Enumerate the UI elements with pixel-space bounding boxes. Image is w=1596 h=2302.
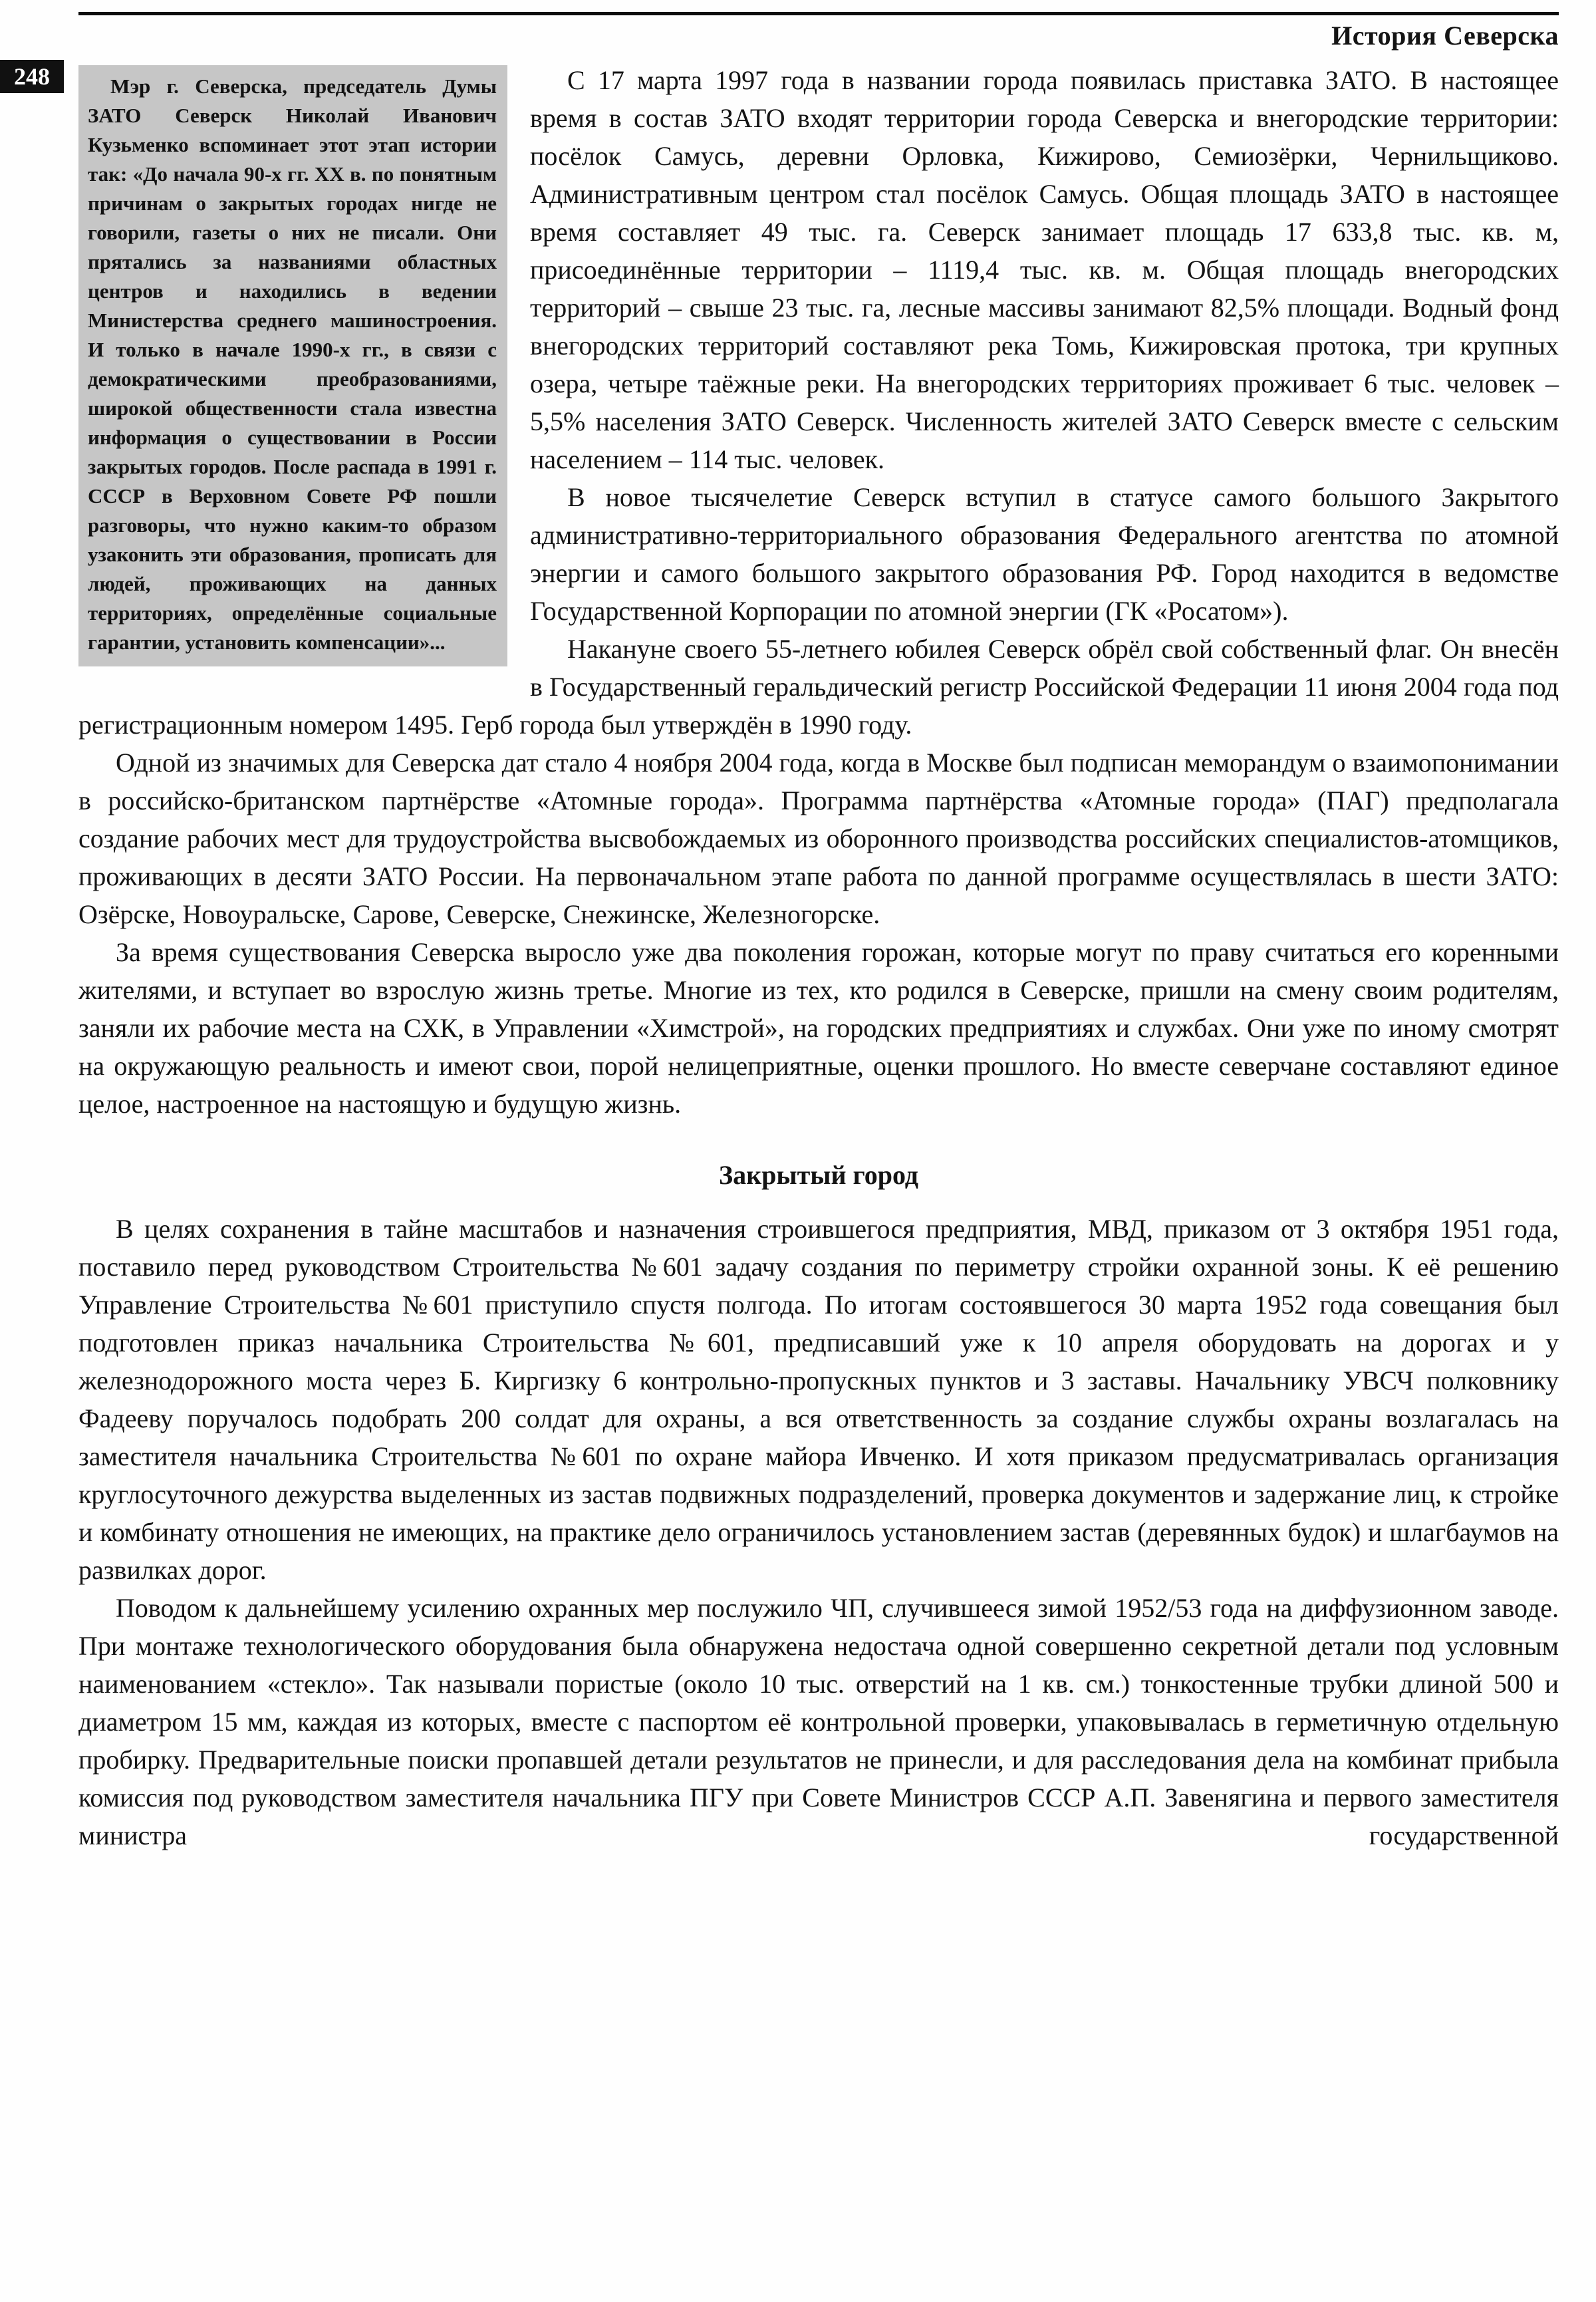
paragraph-incident-steklo: Поводом к дальнейшему усилению охранных мер послужило ЧП, случившееся зимой 1952/53 года на диффузионном заводе. При монтаже технологического оборудования была обнаружена недостача одной совершенно секретной детали под условным наименованием «стекло». Так называли пористые (около 10 тыс. отверстий на 1 кв. см.) тонкостенные трубки длиной 500 и диаметром 15 мм, каждая из которых, вместе с паспортом её контрольной проверки, упаковывалась в герметичную отдельную пробирку. Предварительные поиски пропавшей детали результатов не принесли, и для расследования дела на комбинат прибыла комиссия под руководством заместителя начальника ПГУ при Совете Министров СССР А.П. Завенягина и первого заместителя министра государственной	[78, 1593, 1559, 1850]
paragraph-new-millennium: В новое тысячелетие Северск вступил в статусе самого большого Закрытого административно-территориального образования Федерального агентства по атомной энергии и самого большого закрытого образования РФ. Город находится в ведомстве Государственной Корпорации по атомной энергии (ГК «Росатом»).	[530, 482, 1559, 626]
paragraph-zato-prefix: С 17 марта 1997 года в названии города появилась приставка ЗАТО. В настоящее время в состав ЗАТО входят территории города Северска и внегородские территории: посёлок Самусь, деревни Орловка, Кижирово, Семиозёрки, Чернильщиково. Административным центром стал посёлок Самусь. Общая площадь ЗАТО в настоящее время составляет 49 тыс. га. Северск занимает площадь 17 633,8 тыс. кв. м, присоединённые территории – 1119,4 тыс. кв. м. Общая площадь внегородских территорий – свыше 23 тыс. га, лесные массивы занимают 82,5% площади. Водный фонд внегородских территорий составляют река Томь, Кижировская протока, три крупных озера, четыре таёжные реки. На внегородских территориях проживает 6 тыс. человек – 5,5% населения ЗАТО Северск. Численность жителей ЗАТО Северск вместе с сельским населением – 114 тыс. человек.	[530, 65, 1559, 474]
sidebar-quote: Мэр г. Северска, председатель Думы ЗАТО Северск Николай Иванович Кузьменко вспоминает этот этап истории так: «До начала 90-х гг. XX в. по понятным причинам о закрытых городах нигде не говорили, газеты о них не писали. Они прятались за названиями областных центров и находились в ведении Министерства среднего машиностроения. И только в начале 1990-х гг., в связи с демократическими преобразованиями, широкой общественности стала известна информация о существовании в России закрытых городов. После распада в 1991 г. СССР в Верховном Совете РФ пошли разговоры, что нужно каким-то образом узаконить эти образования, прописать для людей, проживающих на данных территориях, определённые социальные гарантии, установить компенсации»...	[78, 65, 507, 666]
top-rule-divider	[78, 12, 1559, 15]
running-header: История Северска	[1331, 21, 1559, 51]
paragraph-security-zone: В целях сохранения в тайне масштабов и назначения строившегося предприятия, МВД, приказом от 3 октября 1951 года, поставило перед руководством Строительства №601 задачу создания по периметру стройки охранной зоны. К её решению Управление Строительства №601 приступило спустя полгода. По итогам состоявшегося 30 марта 1952 года совещания был подготовлен приказ начальника Строительства №601, предписавший уже к 10 апреля оборудовать на дорогах и у железнодорожного моста через Б. Киргизку 6 контрольно-пропускных пунктов и 3 заставы. Начальнику УВСЧ полковнику Фадееву поручалось подобрать 200 солдат для охраны, а вся ответственность за создание службы охраны возлагалась на заместителя начальника Строительства №601 по охране майора Ивченко. И хотя приказом предусматривалась организация круглосуточного дежурства выделенных из застав подвижных подразделений, проверка документов и задержание лиц, к стройке и комбинату отношения не имеющих, на практике дело ограничилось установлением застав (деревянных будок) и шлагбаумов на развилках дорог.	[78, 1214, 1559, 1585]
page-content	[78, 61, 1559, 1854]
paragraph-city-flag: Накануне своего 55-летнего юбилея Северск обрёл свой собственный флаг. Он внесён в Государственный геральдический регистр Российской Федерации 11 июня 2004 года под регистрационным номером 1495. Герб города был утверждён в 1990 году.	[78, 634, 1559, 740]
paragraph-atomic-cities: Одной из значимых для Северска дат стало 4 ноября 2004 года, когда в Москве был подписан меморандум о взаимопонимании в российско-британском партнёрстве «Атомные города». Программа партнёрства «Атомные города» (ПАГ) предполагала создание рабочих мест для трудоустройства высвобождаемых из оборонного производства российских специалистов-атомщиков, проживающих в десяти ЗАТО России. На первоначальном этапе работа по данной программе осуществлялась в шести ЗАТО: Озёрске, Новоуральске, Сарове, Северске, Снежинске, Железногорске.	[78, 748, 1559, 929]
section-heading-closed-city: Закрытый город	[718, 1160, 919, 1190]
page-number-badge: 248	[0, 60, 64, 93]
paragraph-generations: За время существования Северска выросло уже два поколения горожан, которые могут по праву считаться его коренными жителями, и вступает во взрослую жизнь третье. Многие из тех, кто родился в Северске, пришли на смену своим родителям, заняли их рабочие места на СХК, в Управлении «Химстрой», на городских предприятиях и службах. Они уже по иному смотрят на окружающую реальность и имеют свои, порой нелицеприятные, оценки прошлого. Но вместе северчане составляют единое целое, настроенное на настоящую и будущую жизнь.	[78, 937, 1559, 1119]
